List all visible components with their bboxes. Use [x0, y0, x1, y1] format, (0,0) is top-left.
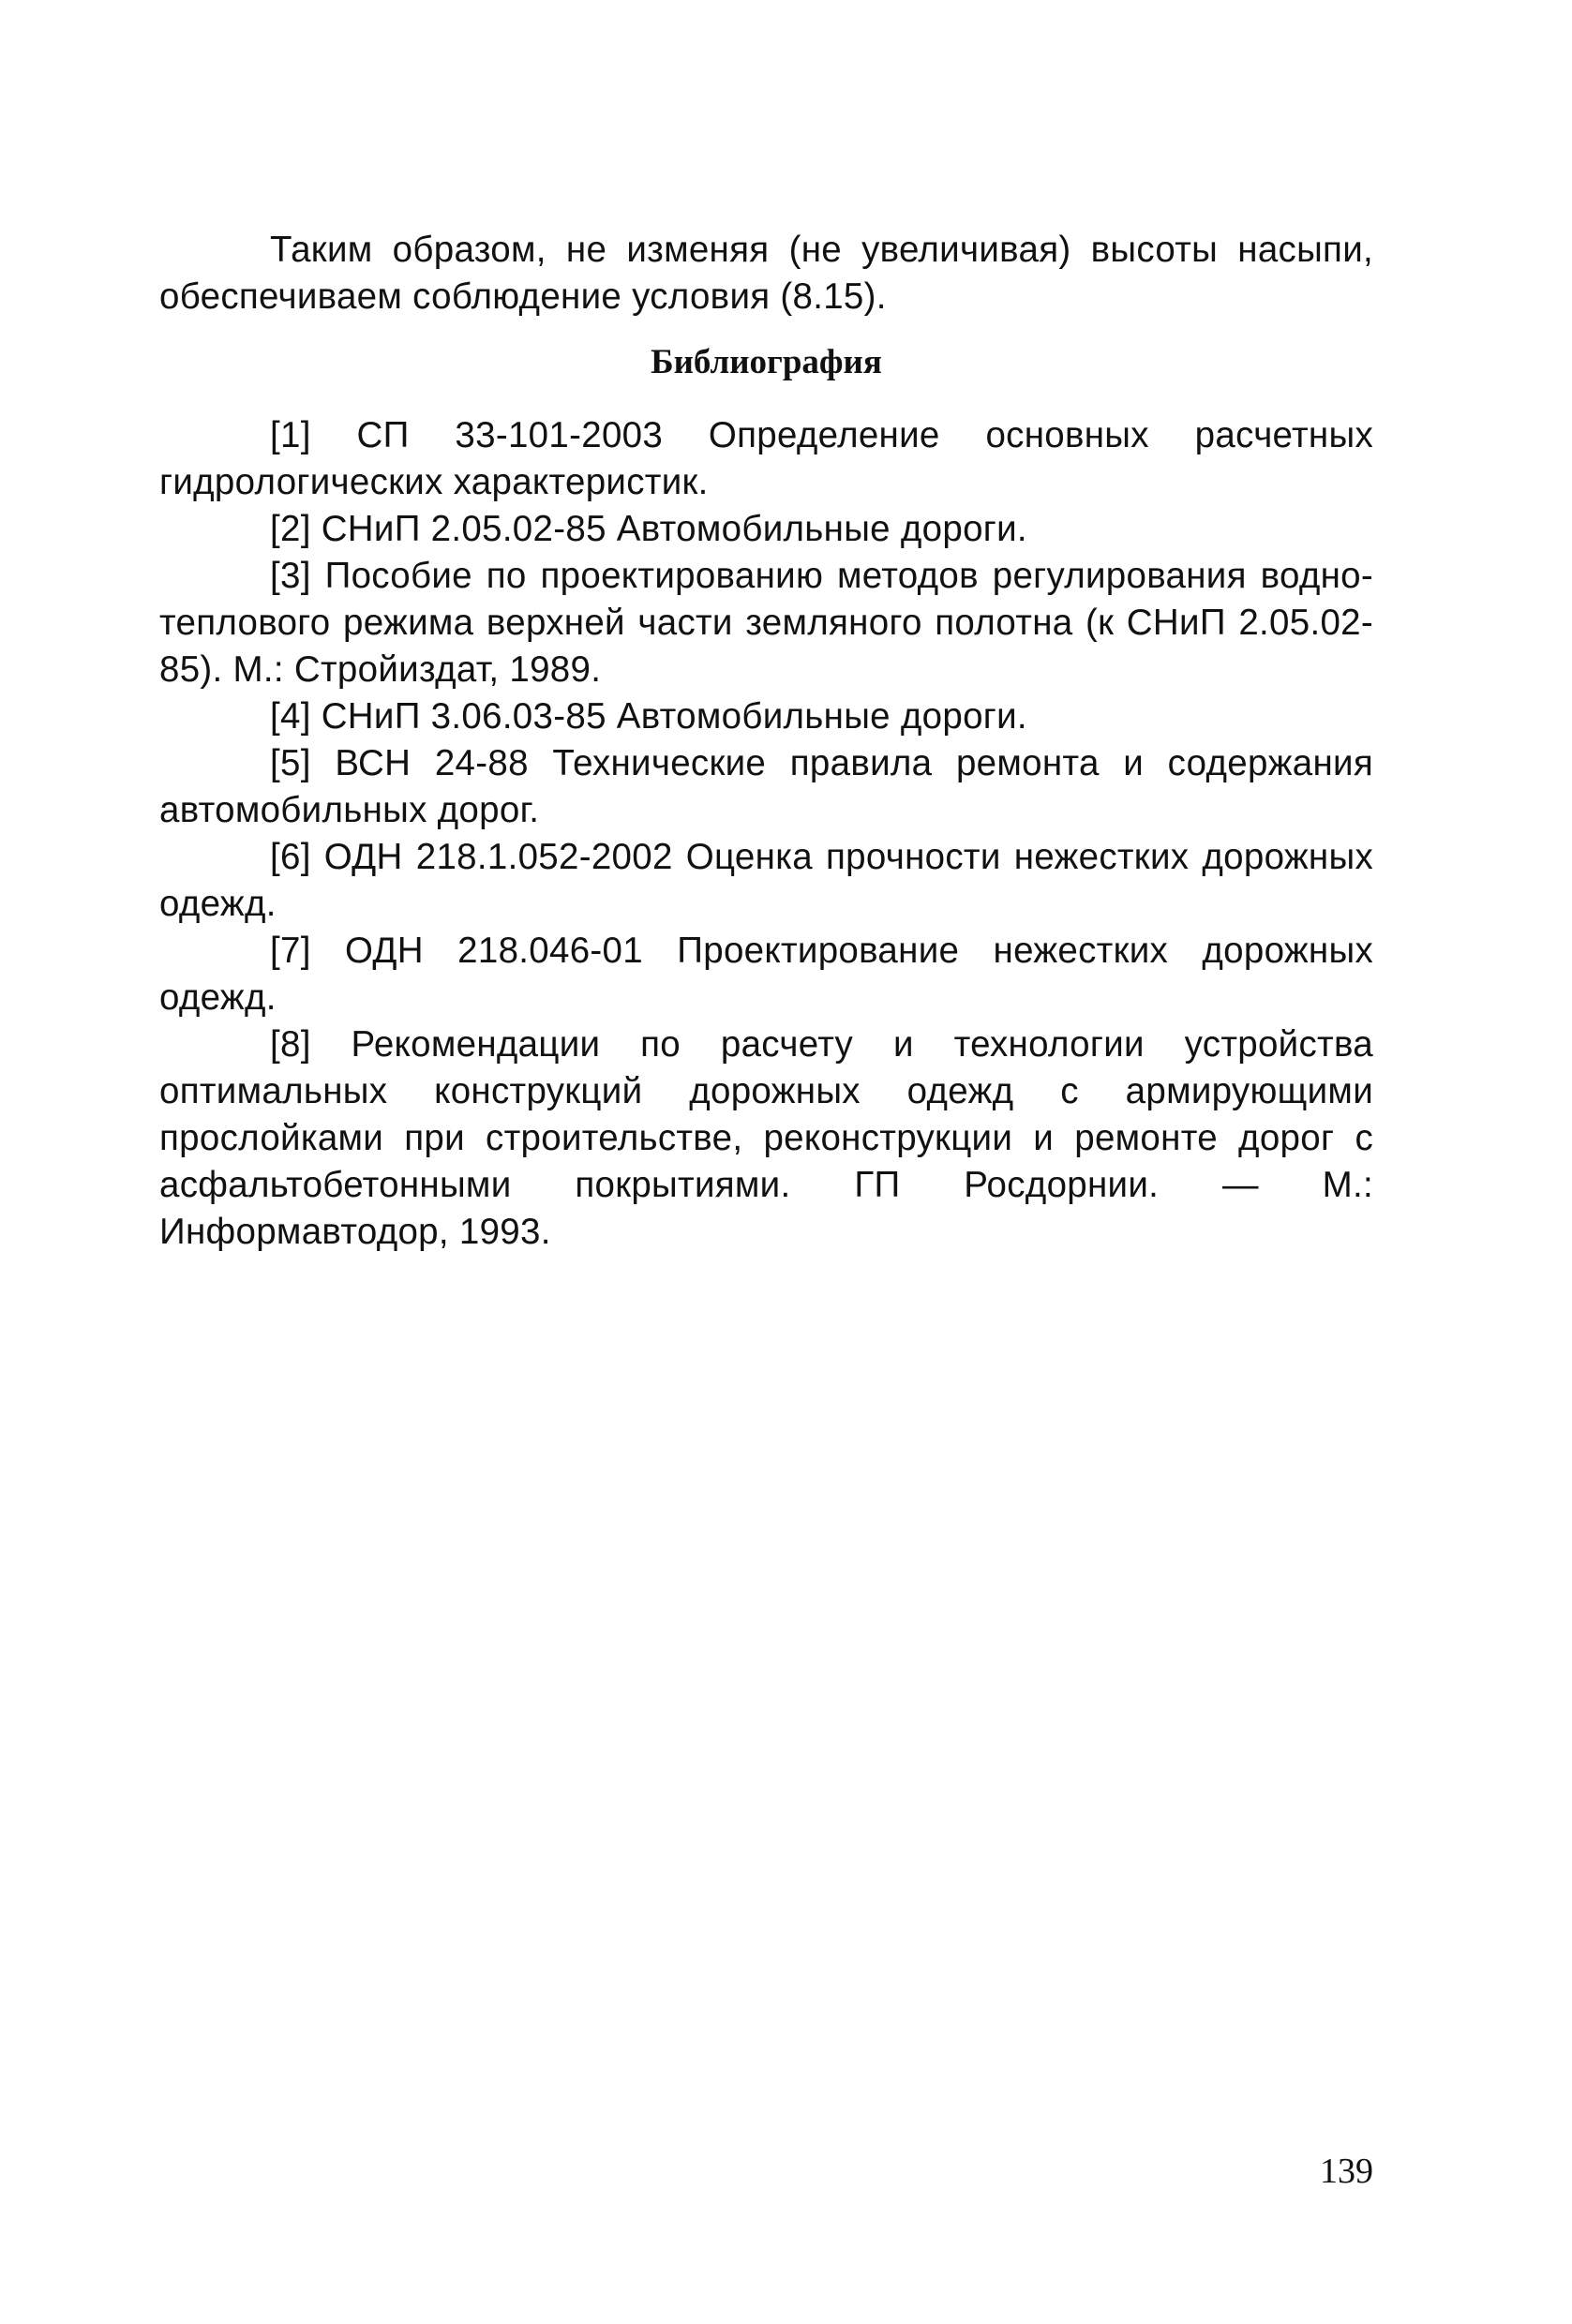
reference-item-3: [3] Пособие по проектированию методов регулирования водно-теплового режима верхней части земляного полотна (к СНиП 2.05.02-85). М.: Стройиздат, 1989. — [159, 556, 1373, 690]
reference-item-5: [5] ВСН 24-88 Технические правила ремонта и содержания автомобильных дорог. — [159, 743, 1373, 830]
intro-paragraph: Таким образом, не изменяя (не увеличивая) высоты насыпи, обеспечиваем соблюдение условия (8.15). — [159, 230, 1373, 317]
bibliography-heading: Библиография — [651, 343, 882, 381]
text-block — [159, 227, 1373, 1256]
reference-item-6: [6] ОДН 218.1.052-2002 Оценка прочности нежестких дорожных одежд. — [159, 837, 1373, 924]
reference-item-4: [4] СНиП 3.06.03-85 Автомобильные дороги. — [270, 696, 1027, 737]
reference-item-2: [2] СНиП 2.05.02-85 Автомобильные дороги. — [270, 509, 1027, 549]
reference-item-8: [8] Рекомендации по расчету и технологии устройства оптимальных конструкций дорожных одежд с армирующими прослойками при строительстве, реконструкции и ремонте дорог с асфальтобетонными покрытиями. ГП Росдорнии. — М.: Информавтодор, 1993. — [159, 1024, 1373, 1252]
reference-item-1: [1] СП 33-101-2003 Определение основных расчетных гидрологических характеристик. — [159, 415, 1373, 502]
reference-item-7: [7] ОДН 218.046-01 Проектирование нежестких дорожных одежд. — [159, 931, 1373, 1018]
page-number: 139 — [1320, 2152, 1373, 2191]
